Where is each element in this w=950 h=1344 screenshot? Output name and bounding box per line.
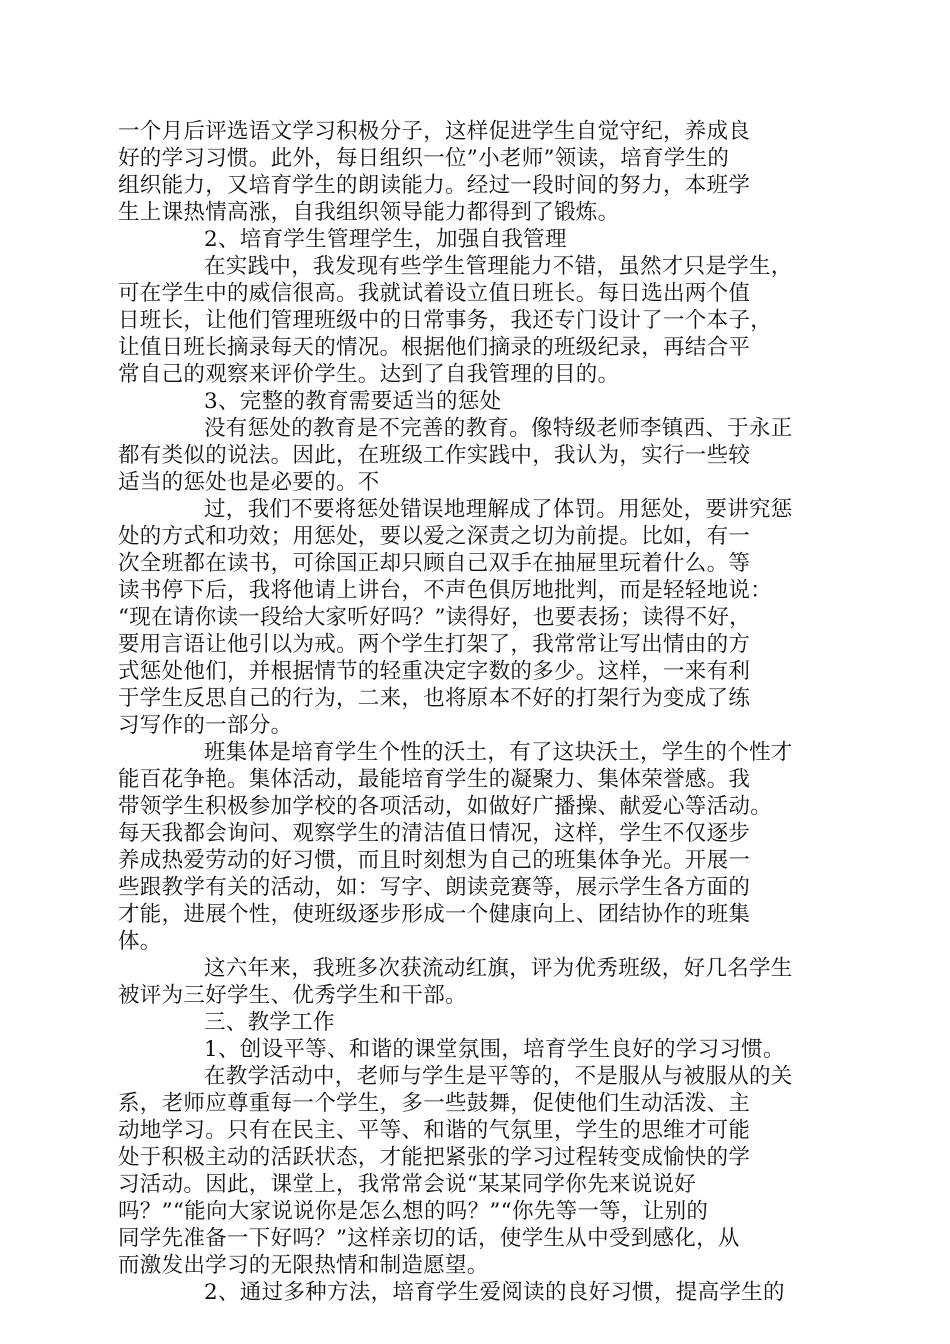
text-line: 而激发出学习的无限热情和制造愿望。 [118,1253,489,1278]
text-line: 可在学生中的威信很高。我就试着设立值日班长。每日选出两个值 [118,281,751,306]
text-line: 体。 [118,929,162,954]
text-line: 于学生反思自己的行为，二来，也将原本不好的打架行为变成了练 [118,686,751,711]
text-line: 2、培育学生管理学生，加强自我管理 [204,227,567,252]
text-line: 一个月后评选语文学习积极分子，这样促进学生自觉守纪，养成良 [118,119,751,144]
text-line: 在实践中，我发现有些学生管理能力不错，虽然才只是学生， [204,254,793,279]
text-line: 这六年来，我班多次获流动红旗，评为优秀班级，好几名学生 [204,956,793,981]
text-line: 读书停下后，我将他请上讲台，不声色俱厉地批判，而是轻轻地说： [118,578,773,603]
text-line: 些跟教学有关的活动，如：写字、朗读竞赛等，展示学生各方面的 [118,875,751,900]
text-line: 2、通过多种方法，培育学生爱阅读的良好习惯，提高学生的 [204,1280,785,1305]
text-line: 动地学习。只有在民主、平等、和谐的气氛里，学生的思维才可能 [118,1118,751,1143]
text-line: 好的学习习惯。此外，每日组织一位”小老师”领读，培育学生的 [118,146,730,171]
text-line: 日班长，让他们管理班级中的日常事务，我还专门设计了一个本子， [118,308,773,333]
text-line: 同学先准备一下好吗？”这样亲切的话，使学生从中受到感化，从 [118,1226,740,1251]
text-line: 适当的惩处也是必要的。不 [118,470,380,495]
text-line: 过，我们不要将惩处错误地理解成了体罚。用惩处，要讲究惩 [204,497,793,522]
text-line: 生上课热情高涨，自我组织领导能力都得到了锻炼。 [118,200,620,225]
text-line: 都有类似的说法。因此，在班级工作实践中，我认为，实行一些较 [118,443,751,468]
text-line: 让值日班长摘录每天的情况。根据他们摘录的班级纪录，再结合平 [118,335,751,360]
text-line: 要用言语让他引以为戒。两个学生打架了，我常常让写出情由的方 [118,632,751,657]
text-line: 每天我都会询问、观察学生的清洁值日情况，这样，学生不仅逐步 [118,821,751,846]
text-line: 常自己的观察来评价学生。达到了自我管理的目的。 [118,362,620,387]
text-line: 式惩处他们，并根据情节的轻重决定字数的多少。这样，一来有利 [118,659,751,684]
text-line: 次全班都在读书，可徐国正却只顾自己双手在抽屉里玩着什么。等 [118,551,751,576]
text-line: 1、创设平等、和谐的课堂氛围，培育学生良好的学习习惯。 [204,1037,785,1062]
text-line: 带领学生积极参加学校的各项活动，如做好广播操、献爱心等活动。 [118,794,773,819]
text-line: 习写作的一部分。 [118,713,293,738]
text-line: 在教学活动中，老师与学生是平等的，不是服从与被服从的关 [204,1064,793,1089]
text-line: 3、完整的教育需要适当的惩处 [204,389,502,414]
text-line: 处于积极主动的活跃状态，才能把紧张的学习过程转变成愉快的学 [118,1145,751,1170]
text-line: 班集体是培育学生个性的沃土，有了这块沃土，学生的个性才 [204,740,793,765]
text-line: 组织能力，又培育学生的朗读能力。经过一段时间的努力，本班学 [118,173,751,198]
text-line: 系，老师应尊重每一个学生，多一些鼓舞，促使他们生动活泼、主 [118,1091,751,1116]
text-line: 才能，进展个性，使班级逐步形成一个健康向上、团结协作的班集 [118,902,751,927]
text-line: 三、教学工作 [204,1010,335,1035]
text-line: 习活动。因此，课堂上，我常常会说“某某同学你先来说说好 [118,1172,697,1197]
text-line: “现在请你读一段给大家听好吗？”读得好，也要表扬；读得不好， [118,605,751,630]
document-body [118,118,858,1306]
text-line: 处的方式和功效；用惩处，要以爱之深责之切为前提。比如，有一 [118,524,751,549]
text-line: 吗？”“能向大家说说你是怎么想的吗？”“你先等一等，让别的 [118,1199,709,1224]
text-line: 没有惩处的教育是不完善的教育。像特级老师李镇西、于永正 [204,416,793,441]
text-line: 被评为三好学生、优秀学生和干部。 [118,983,467,1008]
text-line: 能百花争艳。集体活动，最能培育学生的凝聚力、集体荣誉感。我 [118,767,751,792]
text-line: 养成热爱劳动的好习惯，而且时刻想为自己的班集体争光。开展一 [118,848,751,873]
